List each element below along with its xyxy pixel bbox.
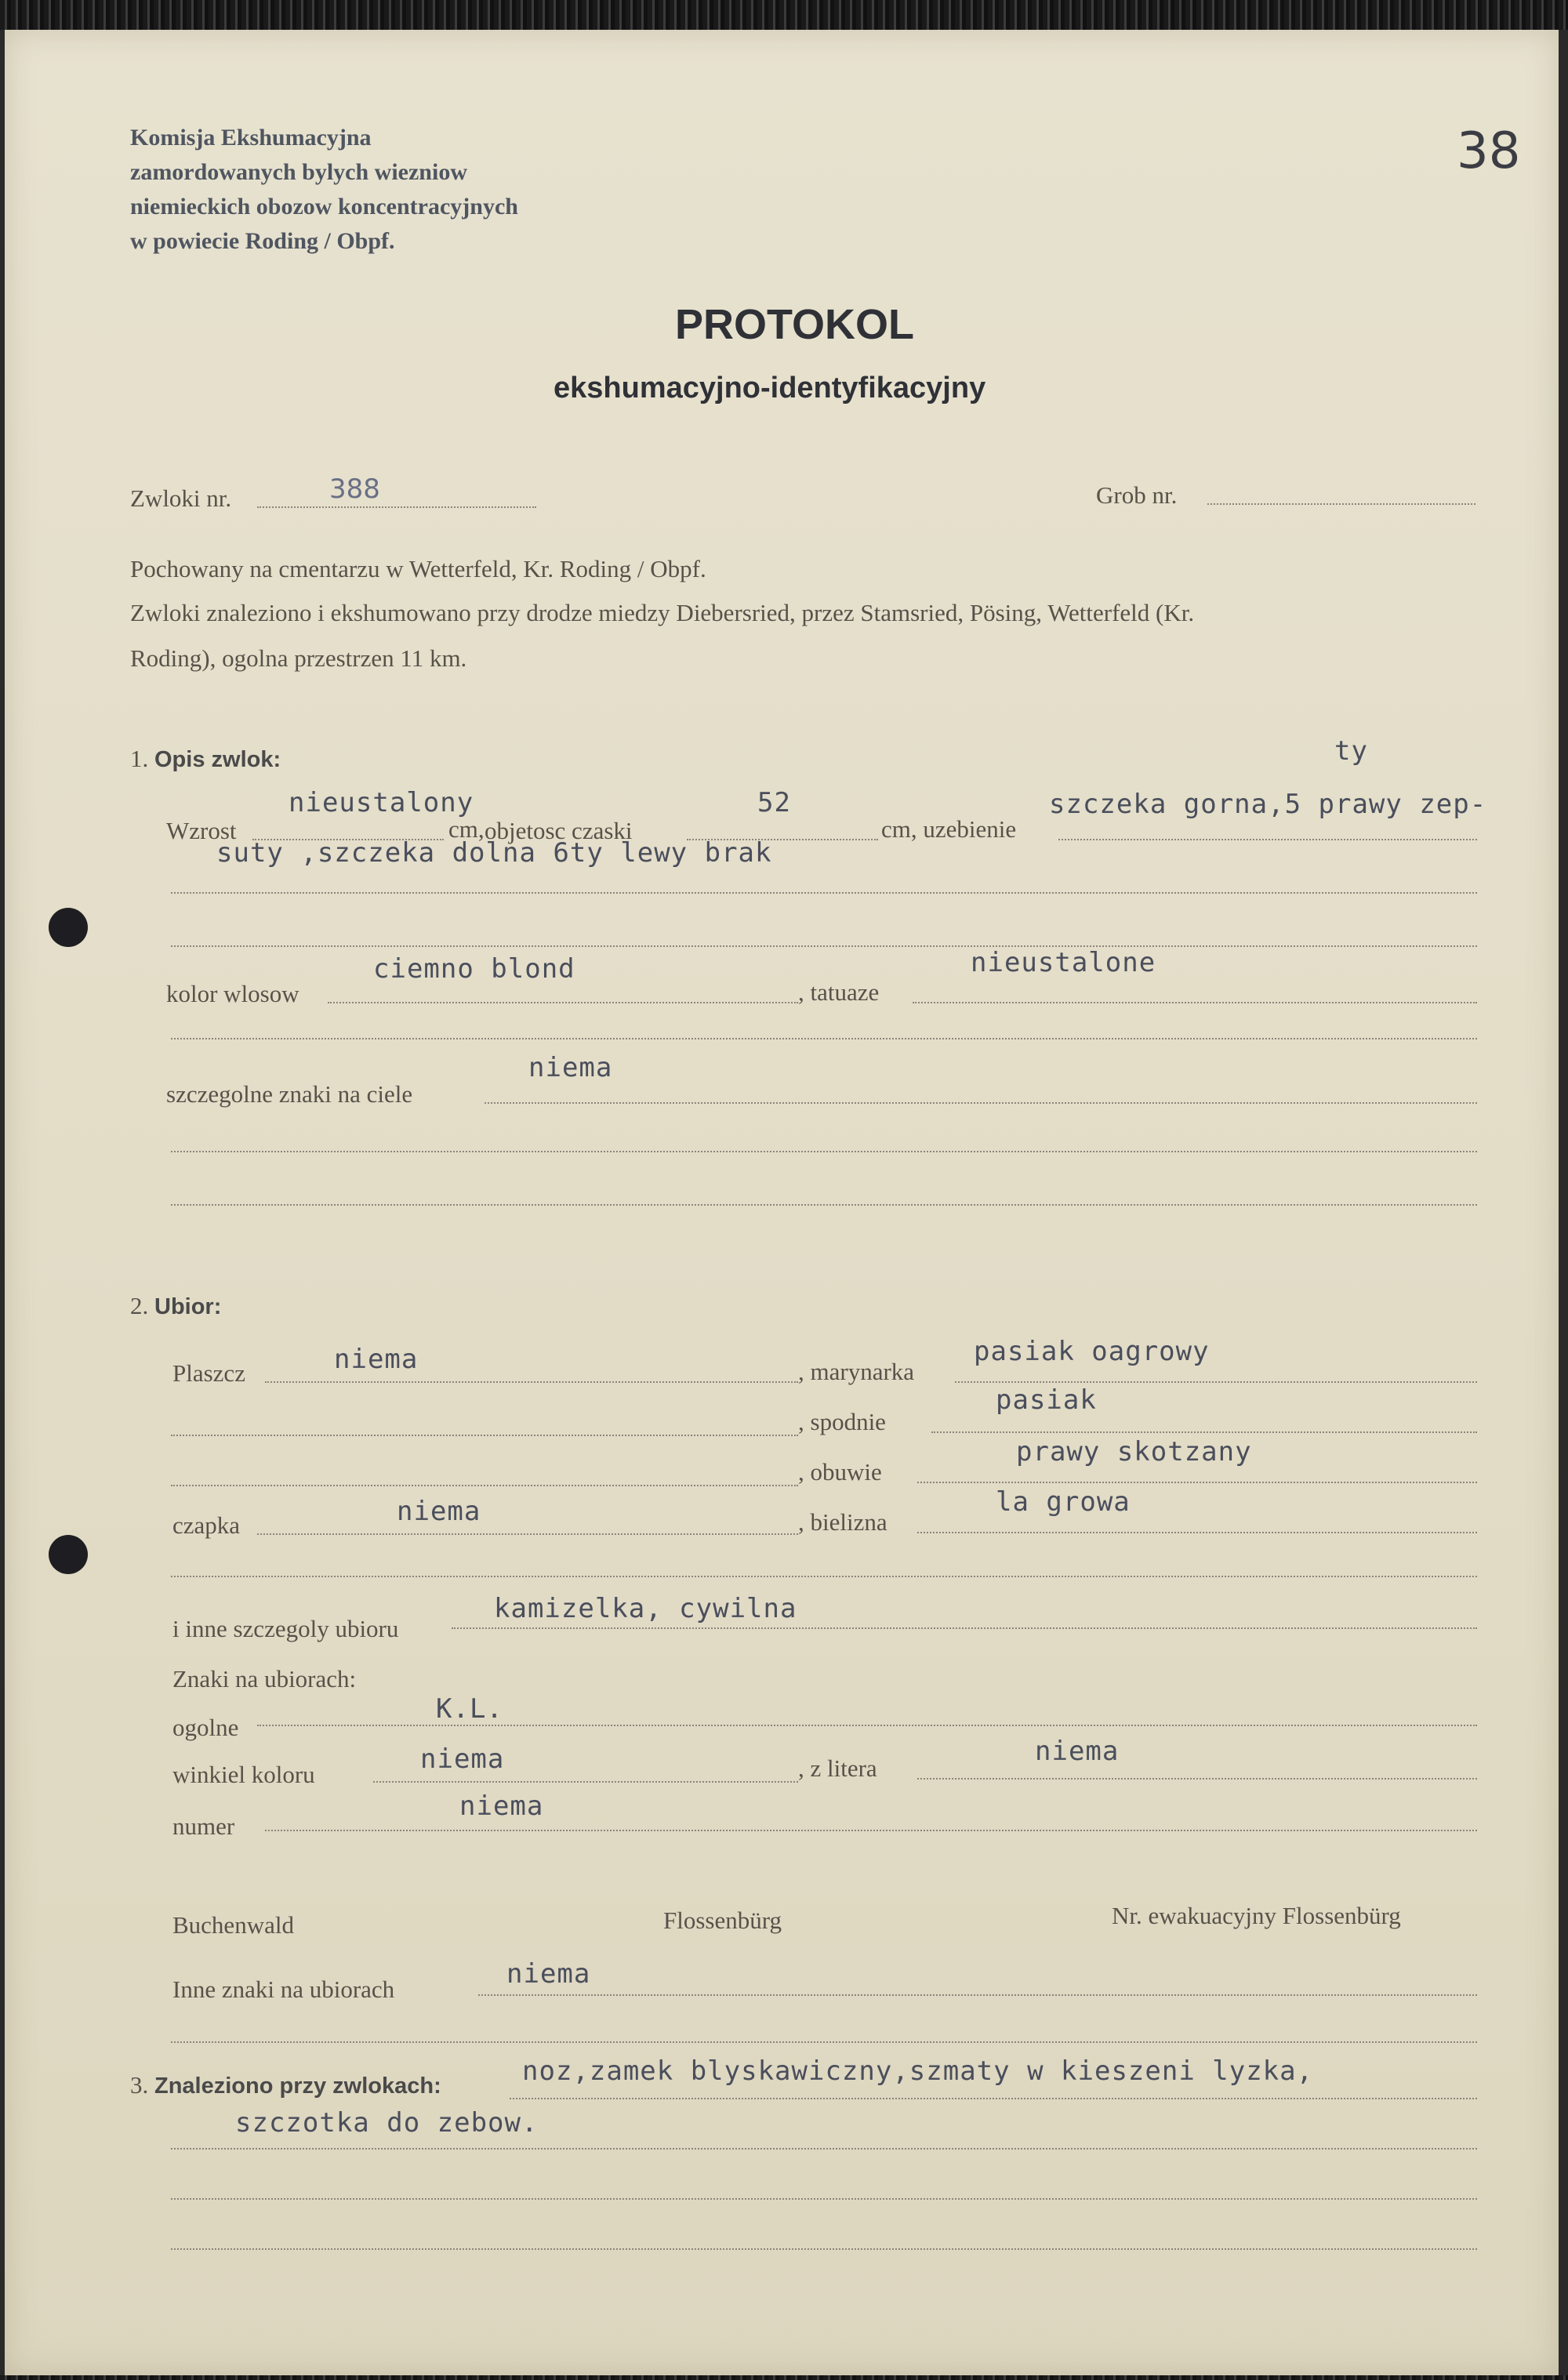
cm-label-1: cm, (448, 815, 485, 843)
kolor-wlosow-value: ciemno blond (373, 953, 575, 985)
zwloki-line (257, 506, 536, 508)
czapka-value: niema (397, 1496, 481, 1527)
z-litera-label: , z litera (798, 1754, 877, 1782)
page-number: 38 (1457, 122, 1521, 180)
wzrost-value: nieustalony (289, 787, 474, 818)
description-line-3 (171, 945, 1477, 947)
numer-value: niema (459, 1790, 544, 1822)
kolor-wlosow-label: kolor wlosow (166, 980, 299, 1007)
tatuaze-line (913, 1002, 1477, 1003)
plaszcz-value: niema (334, 1344, 419, 1375)
header-line-4: w powiecie Roding / Obpf. (130, 228, 395, 254)
spodnie-line (931, 1431, 1477, 1433)
pochowany-text: Pochowany na cmentarzu w Wetterfeld, Kr. Roding / Obpf. (130, 555, 706, 582)
ubior-line-3 (171, 1485, 798, 1486)
numer-label: numer (172, 1812, 235, 1840)
wzrost-label: Wzrost (166, 817, 237, 844)
znaki-na-ubiorach-heading: Znaki na ubiorach: (172, 1665, 357, 1692)
header-line-1: Komisja Ekshumacyjna (130, 125, 372, 151)
tatuaze-value: nieustalone (971, 947, 1156, 978)
marynarka-line (955, 1381, 1477, 1383)
szczegolne-znaki-line (485, 1102, 1477, 1104)
uzebienie-label: cm, uzebienie (881, 815, 1017, 843)
objetosc-label: objetosc czaski (485, 817, 633, 844)
winkiel-koloru-label: winkiel koloru (172, 1761, 315, 1788)
scan-bottom-edge (0, 2375, 1568, 2380)
ogolne-label: ogolne (172, 1714, 239, 1741)
zwloki-label: Zwloki nr. (130, 484, 232, 512)
obuwie-label: , obuwie (798, 1458, 882, 1486)
znaleziono-line-2: Roding), ogolna przestrzen 11 km. (130, 644, 467, 672)
inne-znaki-line-2 (171, 2041, 1477, 2043)
szczegolne-znaki-value: niema (528, 1052, 613, 1083)
spodnie-value: pasiak (996, 1384, 1097, 1416)
numer-line (265, 1830, 1477, 1831)
marynarka-label: , marynarka (798, 1358, 915, 1385)
ogolne-line (257, 1725, 1477, 1726)
ogolne-value: K.L. (436, 1693, 503, 1725)
section-2-heading (130, 1292, 221, 1320)
punch-hole-lower (49, 1535, 88, 1574)
inne-szczegoly-value: kamizelka, cywilna (494, 1593, 797, 1624)
ubior-line-5 (171, 1576, 1477, 1577)
inne-znaki-label: Inne znaki na ubiorach (172, 1975, 395, 2003)
znaki-line-2 (171, 1151, 1477, 1152)
section-1-heading (130, 745, 281, 773)
uzebienie-continued: suty ,szczeka dolna 6ty lewy brak (216, 837, 772, 869)
flossenburg-label: Flossenbürg (663, 1907, 782, 1934)
zwloki-value: 388 (329, 473, 380, 505)
plaszcz-label: Plaszcz (172, 1359, 245, 1387)
inne-szczegoly-line (452, 1627, 1477, 1629)
znaki-line-3 (171, 1204, 1477, 1206)
winkiel-koloru-line (373, 1781, 798, 1783)
inne-znaki-value: niema (506, 1958, 591, 1990)
header-line-3: niemieckich obozow koncentracyjnych (130, 194, 518, 219)
section-3-line-4 (171, 2248, 1477, 2250)
plaszcz-line (265, 1381, 798, 1383)
uzebienie-value: szczeka gorna,5 prawy zep- (1049, 789, 1487, 820)
scan-top-edge (0, 0, 1568, 30)
description-line-2 (171, 892, 1477, 894)
marynarka-value: pasiak oagrowy (974, 1336, 1210, 1367)
inne-szczegoly-label: i inne szczegoly ubioru (172, 1615, 399, 1642)
inne-znaki-line (478, 1994, 1477, 1996)
buchenwald-label: Buchenwald (172, 1911, 294, 1939)
section-3-line-3 (171, 2198, 1477, 2200)
znaleziono-przy-zwlokach-line-2: szczotka do zebow. (235, 2107, 539, 2139)
section-1-number: 1. (130, 745, 149, 772)
grob-line (1207, 503, 1475, 505)
z-litera-line (917, 1778, 1477, 1780)
bielizna-label: , bielizna (798, 1508, 887, 1536)
section-3-heading (130, 2071, 441, 2099)
czapka-line (257, 1533, 798, 1535)
page-subtitle: ekshumacyjno-identyfikacyjny (554, 372, 986, 405)
grob-label: Grob nr. (1096, 481, 1178, 509)
section-1-title: Opis zwlok: (154, 747, 281, 772)
szczegolne-znaki-label: szczegolne znaki na ciele (166, 1080, 413, 1108)
spodnie-label: , spodnie (798, 1408, 886, 1435)
z-litera-value: niema (1035, 1736, 1120, 1767)
czapka-label: czapka (172, 1511, 241, 1539)
kolor-wlosow-line (328, 1002, 798, 1003)
obuwie-line (917, 1482, 1477, 1483)
header-line-2: zamordowanych bylych wiezniow (130, 159, 467, 185)
section-2-number: 2. (130, 1292, 149, 1319)
uzebienie-superscript: ty (1334, 735, 1368, 767)
ubior-line-2 (171, 1435, 798, 1436)
uzebienie-line (1058, 839, 1477, 840)
tatuaze-label: , tatuaze (798, 978, 880, 1006)
obuwie-value: prawy skotzany (1016, 1436, 1252, 1468)
znaleziono-line-1: Zwloki znaleziono i ekshumowano przy drodze miedzy Diebersried, przez Stamsried, Pösing, Wetterfeld (Kr. (130, 599, 1195, 626)
nr-ewakuacyjny-label: Nr. ewakuacyjny Flossenbürg (1112, 1902, 1401, 1929)
bielizna-line (917, 1532, 1477, 1533)
section-3-title: Znaleziono przy zwlokach: (154, 2073, 441, 2099)
kolor-line-extra (171, 1038, 1477, 1039)
document-page (5, 30, 1559, 2375)
bielizna-value: la growa (996, 1486, 1131, 1518)
page-title: PROTOKOL (675, 301, 915, 348)
znaleziono-przy-zwlokach-line-1: noz,zamek blyskawiczny,szmaty w kieszeni lyzka, (522, 2055, 1314, 2087)
winkiel-koloru-value: niema (420, 1743, 505, 1775)
objetosc-value: 52 (757, 787, 791, 818)
section-2-title: Ubior: (154, 1294, 222, 1319)
punch-hole-upper (49, 908, 88, 947)
section-3-line-1 (510, 2098, 1477, 2099)
section-3-line-2 (171, 2148, 1477, 2150)
section-3-number: 3. (130, 2071, 149, 2099)
